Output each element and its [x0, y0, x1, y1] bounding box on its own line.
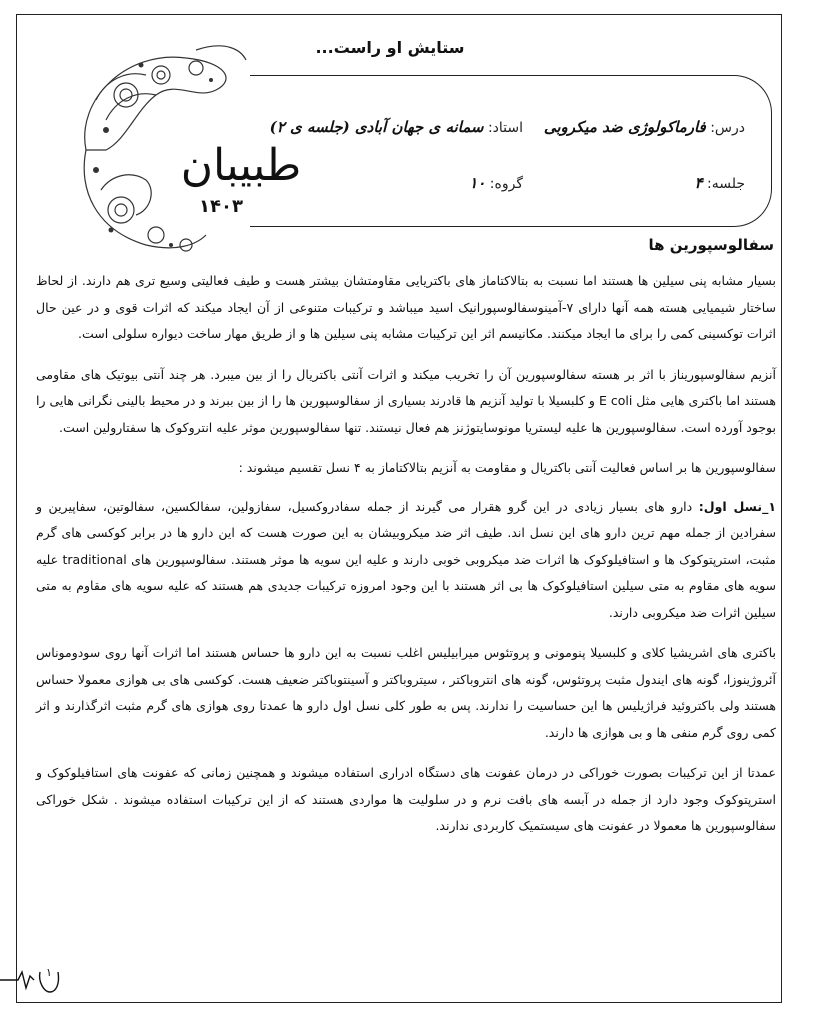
page-number: ۱	[46, 966, 52, 979]
teacher-label: استاد:	[487, 120, 523, 136]
paragraph-bacteria: باکتری های اشریشیا کلای و کلبسیلا پنومونی و پروتئوس میرابیلیس اغلب نسبت به این دارو ها حساس هستند اما اثرات آنها روی سودوموناس آئروژینوزا، گونه های ایندول مثبت پروتئوس، گونه های انتروباکتر ، سیتروباکتر و آسینتوباکتر ضعیف هست. کوکسی های بی هوازی معمولا حساس هستند ولی باکتروئید فراژیلیس ها این حساسیت را ندارند. پس به طور کلی نسل اول دارو ها عمدتا روی هوازی های گرم مثبت اثرگذارند و اثر کمی روی گرم منفی ها و بی هوازی ها دارند.	[36, 645, 776, 740]
page-number-mark	[0, 958, 70, 998]
paragraph-first-generation	[36, 494, 776, 627]
logo-calligraphy: طبیبان	[180, 140, 302, 191]
paragraph-cephalosporinase: آنزیم سفالوسپوریناز با اثر بر هسته سفالوسپورین آن را تخریب میکند و اثرات آنتی باکتریال را از بین میبرد. هر چند آنتی بیوتیک های مقاومی هستند اما باکتری هایی مثل E coli و کلبسیلا با تولید آنزیم ها قادرند بسیاری از سفالوسپورین ها را از بین ببرند و در محیط بالینی نگرانی هایی را بوجود آورده است. سفالوسپورین ها علیه لیستریا مونوسایتوژنز هم فعال نیستند. تنها سفالوسپورین موثر علیه انتروکوک ها سفتارولین است.	[36, 366, 776, 435]
course-label: درس:	[710, 120, 745, 136]
first-generation-label: ۱_نسل اول:	[698, 498, 776, 514]
paragraph-generations: سفالوسپورین ها بر اساس فعالیت آنتی باکتریال و مقاومت به آنزیم بتالاکتاماز به ۴ نسل تقسیم میشوند :	[238, 460, 776, 475]
group-label: گروه:	[489, 176, 523, 192]
group-value: ۱۰	[469, 174, 486, 192]
course-info-box	[250, 75, 772, 227]
session-row	[694, 174, 745, 192]
paragraph-intro: بسیار مشابه پنی سیلین ها هستند اما نسبت به بتالاکتاماز های باکتریایی مقاومتشان بیشتر هست و طیف فعالیتی وسیع تری هم دارند. از لحاظ ساختار شیمیایی هسته همه آنها دارای ۷-آمینوسفالوسپورانیک اسید میباشد و ترکیبات متنوعی از آن ایجاد میکند که اثرات قوی و در عین حال اثرات توکسینی کمی را برای ما ایجاد میکنند. مکانیسم اثر این ترکیبات مشابه پنی سیلین ها و از طریق مهار ساخت دیواره سلولی است.	[36, 273, 777, 341]
paragraph-clinical-use: عمدتا از این ترکیبات بصورت خوراکی در درمان عفونت های دستگاه ادراری استفاده میشوند و همچنین زمانی که عفونت های استافیلوکوک و استرپتوکوک وجود دارد از جمله در آبسه های بافت نرم و در سلولیت ها مواردی هستند که از این ترکیبات استفاده میشوند . شکل خوراکی سفالوسپورین ها معمولا در عفونت های سیستمیک کاربردی ندارند.	[36, 765, 776, 833]
course-value: فارماکولوژی ضد میکروبی	[543, 118, 706, 136]
session-value: ۴	[694, 174, 703, 192]
group-row	[469, 174, 523, 192]
invocation-heading: ستایش او راست...	[315, 38, 465, 57]
teacher-value: سمانه ی جهان آبادی (جلسه ی ۲)	[269, 118, 484, 136]
logo-year: ۱۴۰۳	[199, 196, 243, 217]
course-row	[544, 118, 745, 136]
teacher-row	[270, 118, 523, 136]
first-generation-text: دارو های بسیار زیادی در این گرو هقرار می گیرند از جمله سفادروکسیل، سفازولین، سفالکسین، سفالوتین، سفاپیرین و سفرادین از جمله مهم ترین دارو های این نسل اند. طیف اثر ضد میکروبیشان به این صورت هست که این دارو ها در برابر کوکسی های گرم مثبت، استرپتوکوک ها و استافیلوکوک ها اثرات ضد میکروبی خوبی دارند و علیه این سویه ها موثر هستند. سفالوسپورین های traditional علیه سویه های مقاوم به متی سیلین استافیلوکوک ها بی اثر هستند با این وجود امروزه ترکیبات جدیدی هم هستند که علیه سویه های مقاوم به متی سیلین اثرات ضد میکروبی دارند.	[36, 498, 777, 620]
section-title: سفالوسپورین ها	[648, 236, 774, 254]
document-body	[36, 268, 776, 854]
session-label: جلسه:	[706, 176, 745, 192]
